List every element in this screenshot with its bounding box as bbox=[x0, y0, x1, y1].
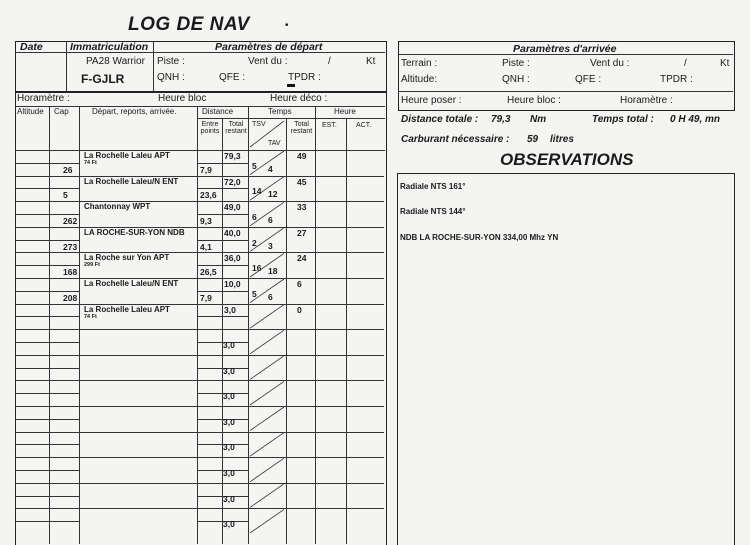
leg-tav: 18 bbox=[268, 266, 278, 277]
time-remaining: 6 bbox=[297, 279, 302, 289]
leg-distance: 4,1 bbox=[200, 241, 212, 252]
leg-cap: 168 bbox=[63, 267, 78, 278]
leg-distance: 7,9 bbox=[200, 292, 212, 303]
time-diagonal bbox=[250, 305, 284, 329]
arr-heure-poser-label: Heure poser : bbox=[401, 95, 462, 106]
entre-points-header: Entre points bbox=[200, 121, 220, 135]
dep-vent-slash: / bbox=[328, 56, 331, 67]
distance-remaining: 3,0 bbox=[223, 519, 235, 530]
leg-cap: 208 bbox=[63, 292, 78, 303]
arr-tpdr-label: TPDR : bbox=[660, 74, 693, 85]
arr-vent-label: Vent du : bbox=[590, 58, 630, 69]
tsv-header: TSV bbox=[252, 121, 266, 128]
observations-title: OBSERVATIONS bbox=[500, 150, 634, 169]
time-remaining: 49 bbox=[297, 151, 307, 161]
leg-distance: 9,3 bbox=[200, 216, 212, 226]
waypoint-elevation: 299 Ft bbox=[84, 262, 100, 269]
arr-qnh-label: QNH : bbox=[502, 74, 530, 85]
waypoint-elevation: 74 Ft bbox=[84, 313, 97, 320]
distance-remaining: 3,0 bbox=[223, 365, 235, 376]
distance-col-header: Distance bbox=[202, 107, 234, 116]
leg-tsv: 6 bbox=[252, 212, 257, 222]
carburant-value: 59 bbox=[527, 134, 539, 145]
time-diagonal bbox=[250, 458, 284, 482]
time-diagonal bbox=[250, 484, 284, 508]
time-diagonal bbox=[250, 330, 284, 354]
est-header: EST. bbox=[322, 122, 337, 129]
distance-remaining: 72,0 bbox=[224, 176, 241, 187]
arr-horametre-label: Horamètre : bbox=[620, 95, 673, 106]
arr-qfe-label: QFE : bbox=[575, 74, 602, 85]
leg-cap: 262 bbox=[63, 216, 78, 226]
temps-total-value: 0 H 49, mn bbox=[670, 114, 721, 125]
arr-terrain-label: Terrain : bbox=[401, 58, 438, 69]
leg-tsv: 14 bbox=[252, 186, 262, 197]
observations-box bbox=[397, 173, 735, 545]
temps-total-label: Temps total : bbox=[592, 114, 654, 125]
waypoint-elevation: 74 Ft bbox=[84, 160, 97, 166]
leg-tav: 3 bbox=[268, 240, 273, 251]
aircraft-registration: F-GJLR bbox=[81, 72, 125, 86]
distance-totale-value: 79,3 bbox=[491, 114, 511, 125]
time-diagonal bbox=[250, 509, 284, 533]
leg-tav: 4 bbox=[268, 163, 273, 174]
route-col-header: Départ, reports, arrivée. bbox=[92, 107, 177, 116]
waypoint-name: La Rochelle Laleu/N ENT bbox=[84, 176, 179, 186]
distance-total-restant-header: Total restant bbox=[225, 121, 247, 135]
dep-kt-label: Kt bbox=[366, 56, 376, 67]
leg-tsv: 2 bbox=[252, 237, 257, 248]
time-diagonal bbox=[250, 381, 284, 405]
observation-note: Radiale NTS 144° bbox=[400, 207, 466, 216]
tav-header: TAV bbox=[268, 140, 281, 147]
distance-remaining: 36,0 bbox=[224, 253, 241, 264]
leg-tav: 12 bbox=[268, 189, 278, 200]
leg-cap: 26 bbox=[63, 164, 73, 175]
arr-heure-bloc-label: Heure bloc : bbox=[507, 95, 561, 106]
decorative-dot: • bbox=[285, 20, 289, 31]
carburant-unit: litres bbox=[550, 134, 574, 145]
leg-tsv: 5 bbox=[252, 288, 257, 299]
heure-deco-label: Heure déco : bbox=[270, 93, 328, 104]
observation-note: Radiale NTS 161° bbox=[400, 182, 466, 191]
cap-col-header: Cap bbox=[54, 107, 69, 116]
departure-params-header: Paramètres de départ bbox=[215, 41, 323, 53]
distance-unit: Nm bbox=[530, 114, 547, 125]
distance-remaining: 49,0 bbox=[224, 202, 241, 213]
time-remaining: 45 bbox=[297, 176, 307, 187]
arr-vent-slash: / bbox=[684, 58, 687, 69]
dep-vent-label: Vent du : bbox=[248, 56, 288, 67]
dep-piste-label: Piste : bbox=[157, 56, 185, 67]
distance-remaining: 10,0 bbox=[224, 279, 241, 289]
waypoint-name: La Roche sur Yon APT bbox=[84, 253, 170, 263]
date-header: Date bbox=[20, 41, 43, 53]
horametre-label: Horamètre : bbox=[17, 93, 70, 104]
arrival-params-header: Paramètres d'arrivée bbox=[513, 43, 617, 55]
immatriculation-header: Immatriculation bbox=[70, 41, 149, 53]
leg-distance: 23,6 bbox=[200, 190, 217, 201]
distance-remaining: 3,0 bbox=[223, 391, 235, 402]
distance-remaining: 40,0 bbox=[224, 227, 241, 238]
distance-remaining: 3,0 bbox=[223, 468, 235, 478]
leg-cap: 273 bbox=[63, 241, 78, 252]
heure-col-header: Heure bbox=[334, 107, 356, 116]
waypoint-name: La Rochelle Laleu APT bbox=[84, 304, 170, 314]
carburant-label: Carburant nécessaire : bbox=[401, 134, 510, 145]
dep-tpdr-label: TPDR : bbox=[288, 72, 321, 83]
distance-remaining: 79,3 bbox=[224, 151, 241, 161]
distance-totale-label: Distance totale : bbox=[401, 114, 479, 125]
distance-remaining: 3,0 bbox=[223, 493, 235, 504]
observation-note: NDB LA ROCHE-SUR-YON 334,00 Mhz YN bbox=[400, 233, 559, 242]
distance-remaining: 3,0 bbox=[223, 442, 235, 453]
time-diagonal bbox=[250, 356, 284, 380]
time-diagonal bbox=[250, 407, 284, 431]
time-remaining: 24 bbox=[297, 253, 307, 264]
arr-piste-label: Piste : bbox=[502, 58, 530, 69]
time-diagonal bbox=[250, 433, 284, 457]
leg-cap: 5 bbox=[63, 190, 68, 201]
arr-kt-label: Kt bbox=[720, 58, 730, 69]
page-title: LOG DE NAV bbox=[128, 14, 250, 35]
waypoint-name: La Rochelle Laleu/N ENT bbox=[84, 279, 179, 288]
temps-col-header: Temps bbox=[268, 107, 292, 116]
time-remaining: 0 bbox=[297, 304, 302, 315]
distance-remaining: 3,0 bbox=[223, 416, 235, 427]
altitude-col-header: Altitude bbox=[17, 107, 44, 116]
time-remaining: 27 bbox=[297, 227, 307, 238]
waypoint-name: LA ROCHE-SUR-YON NDB bbox=[84, 227, 185, 237]
leg-tav: 6 bbox=[268, 215, 273, 225]
act-header: ACT. bbox=[356, 122, 372, 129]
distance-remaining: 3,0 bbox=[223, 340, 235, 350]
leg-tsv: 16 bbox=[252, 263, 262, 274]
leg-tav: 6 bbox=[268, 291, 273, 302]
aircraft-type: PA28 Warrior bbox=[86, 56, 145, 67]
heure-bloc-label: Heure bloc bbox=[158, 93, 207, 104]
leg-distance: 26,5 bbox=[200, 267, 217, 278]
leg-distance: 7,9 bbox=[200, 164, 212, 175]
waypoint-name: Chantonnay WPT bbox=[84, 202, 151, 212]
dep-qnh-label: QNH : bbox=[157, 72, 185, 83]
dep-qfe-label: QFE : bbox=[219, 72, 246, 83]
leg-tsv: 5 bbox=[252, 160, 257, 171]
waypoint-name: La Rochelle Laleu APT bbox=[84, 151, 170, 160]
arr-altitude-label: Altitude: bbox=[401, 74, 438, 85]
distance-remaining: 3,0 bbox=[224, 304, 236, 315]
time-remaining: 33 bbox=[297, 202, 307, 213]
time-total-restant-header: Total restant bbox=[290, 121, 313, 135]
